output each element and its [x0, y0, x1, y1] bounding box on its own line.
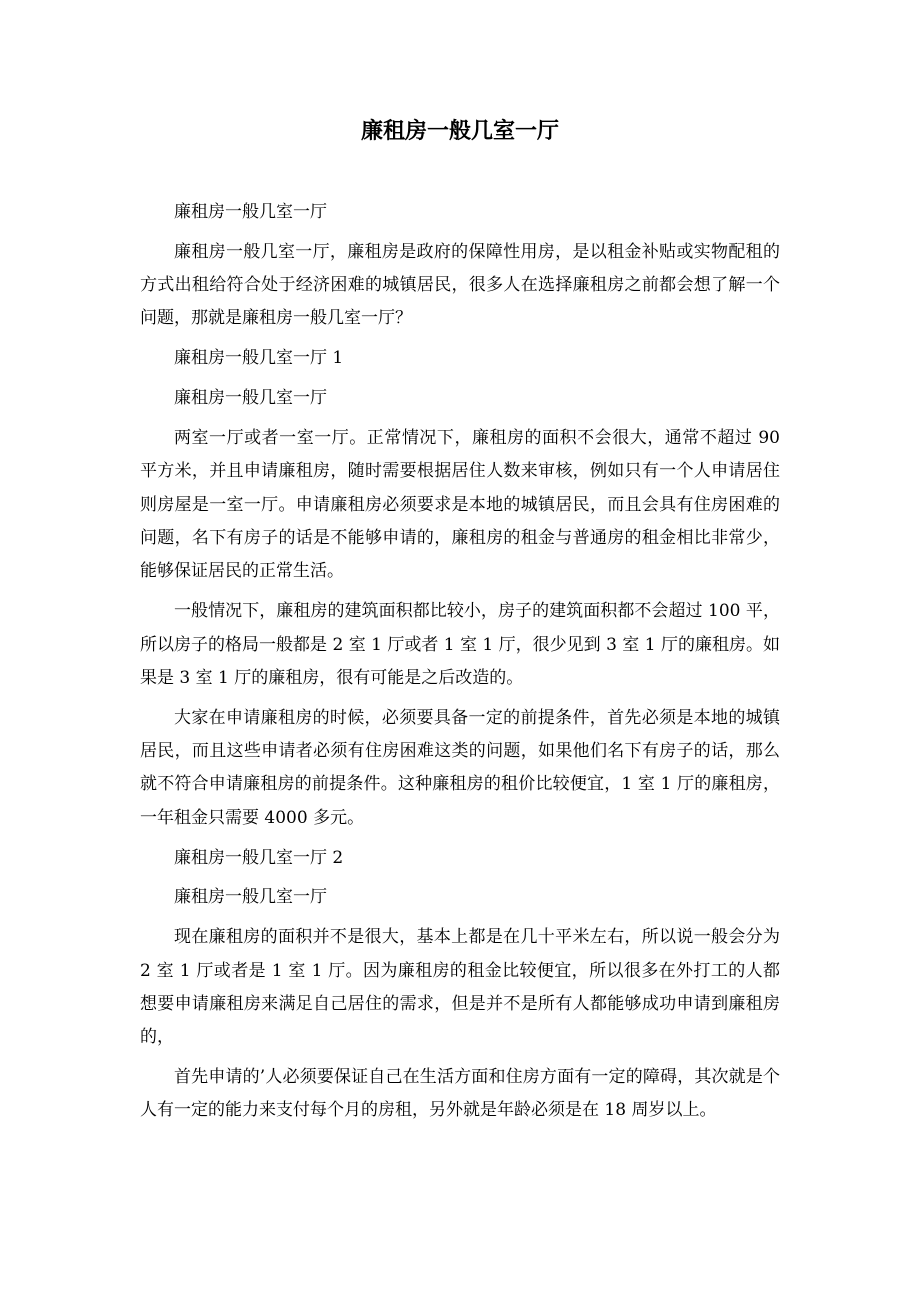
paragraph-intro: 廉租房一般几室一厅，廉租房是政府的保障性用房，是以租金补贴或实物配租的方式出租给符合处于经济困难的城镇居民，很多人在选择廉租房之前都会想了解一个问题，那就是廉租房一般几室一厅？ — [140, 241, 780, 329]
section-subheading-2: 廉租房一般几室一厅 — [174, 887, 327, 908]
paragraph: 首先申请的’人必须要保证自己在生活方面和住房方面有一定的障碍，其次就是个人有一定的能力来支付每个月的房租，另外就是年龄必须是在 18 周岁以上。 — [140, 1067, 780, 1121]
paragraph: 现在廉租房的面积并不是很大，基本上都是在几十平米左右，所以说一般会分为 2 室 1 厅或者是 1 室 1 厅。因为廉租房的租金比较便宜，所以很多在外打工的人都想要申请廉租房来满足自己居住的需求，但是并不是所有人都能够成功申请到廉租房的， — [140, 927, 780, 1048]
section-heading-1: 廉租房一般几室一厅 1 — [174, 348, 344, 369]
section-heading-2: 廉租房一般几室一厅 2 — [174, 847, 344, 868]
paragraph-subtitle: 廉租房一般几室一厅 — [174, 202, 327, 222]
document-title: 廉租房一般几室一厅 — [360, 119, 559, 144]
paragraph: 两室一厅或者一室一厅。正常情况下，廉租房的面积不会很大，通常不超过 90 平方米，并且申请廉租房，随时需要根据居住人数来审核，例如只有一个人申请居住则房屋是一室一厅。申请廉租房必须要求是本地的城镇居民，而且会具有住房困难的问题，名下有房子的话是不能够申请的，廉租房的租金与普通房的租金相比非常少，能够保证居民的正常生活。 — [140, 428, 780, 582]
paragraph: 大家在申请廉租房的时候，必须要具备一定的前提条件，首先必须是本地的城镇居民，而且这些申请者必须有住房困难这类的问题，如果他们名下有房子的话，那么就不符合申请廉租房的前提条件。这种廉租房的租价比较便宜，1 室 1 厅的廉租房，一年租金只需要 4000 多元。 — [140, 707, 780, 828]
document-body — [140, 196, 780, 1134]
paragraph: 一般情况下，廉租房的建筑面积都比较小，房子的建筑面积都不会超过 100 平，所以房子的格局一般都是 2 室 1 厅或者 1 室 1 厅，很少见到 3 室 1 厅的廉租房。如果是 3 室 1 厅的廉租房，很有可能是之后改造的。 — [140, 601, 780, 688]
section-subheading-1: 廉租房一般几室一厅 — [174, 388, 327, 409]
